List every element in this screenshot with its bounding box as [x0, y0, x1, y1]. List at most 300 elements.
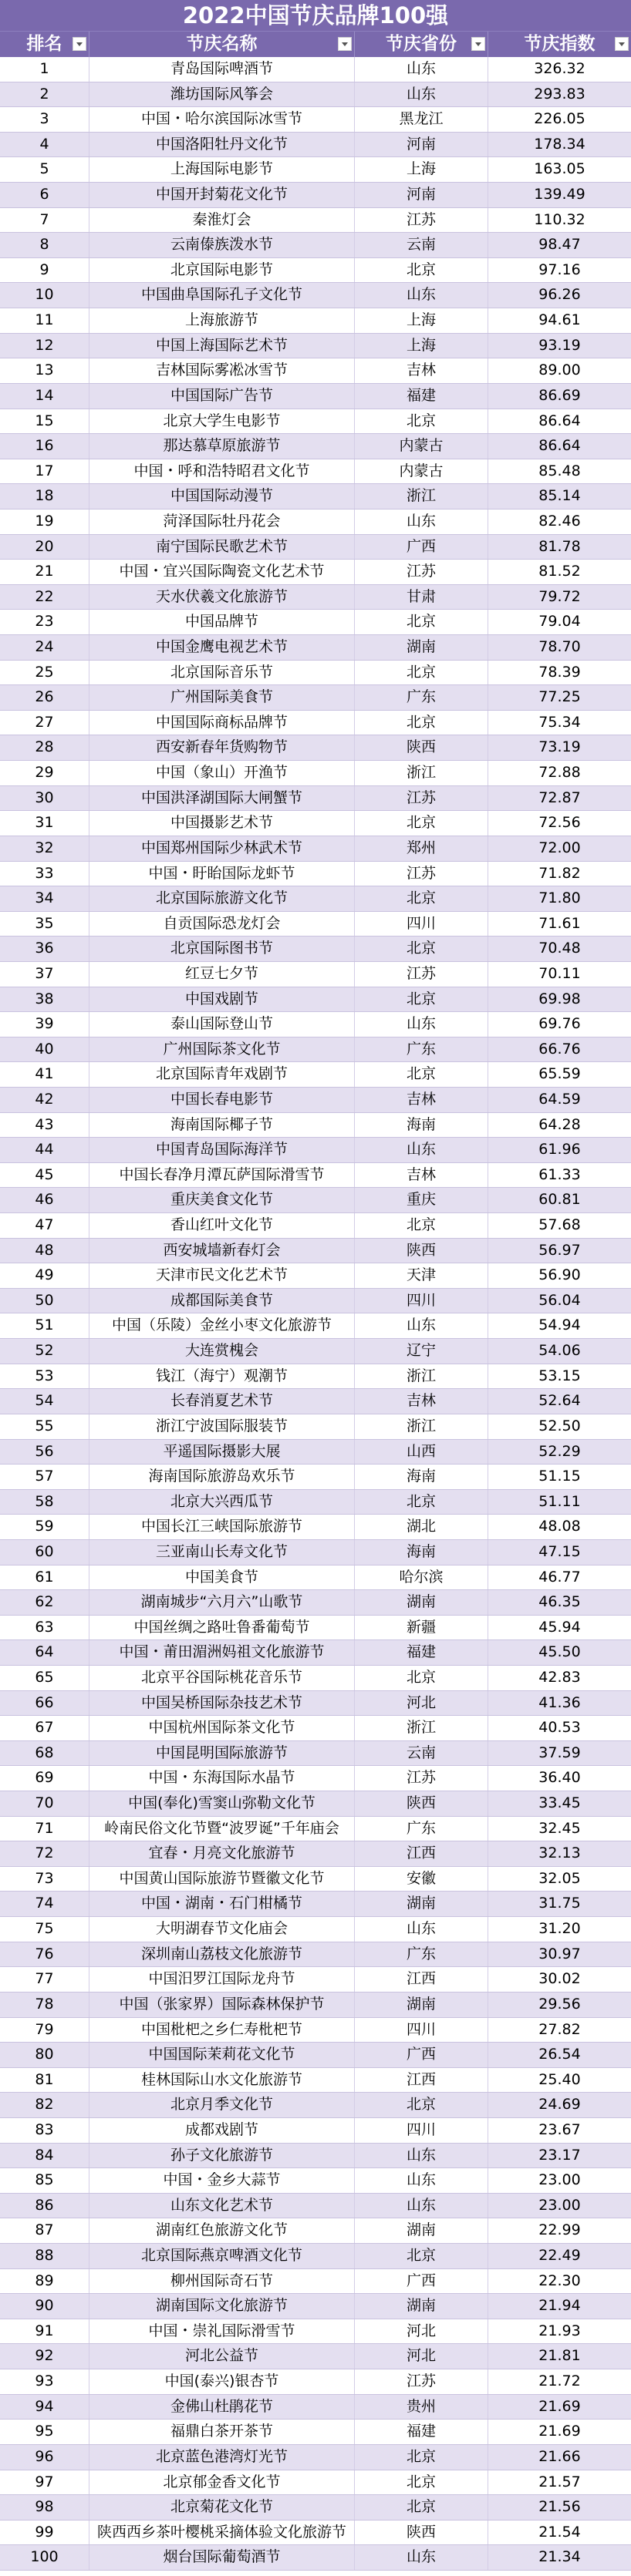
rank-cell: 66 [0, 1691, 89, 1716]
province-cell: 黑龙江 [355, 107, 488, 132]
festival-name-cell: 中国・东海国际水晶节 [89, 1766, 355, 1791]
festival-name-cell: 大明湖春节文化庙会 [89, 1917, 355, 1942]
rank-cell: 24 [0, 635, 89, 660]
table-row [0, 1841, 631, 1867]
table-row [0, 1113, 631, 1138]
province-cell: 北京 [355, 2470, 488, 2495]
table-row [0, 786, 631, 812]
province-cell: 上海 [355, 308, 488, 333]
province-cell: 浙江 [355, 1364, 488, 1389]
festival-name-cell: 南宁国际民歌艺术节 [89, 535, 355, 560]
table-row [0, 2168, 631, 2194]
rank-cell: 69 [0, 1766, 89, 1791]
festival-name-cell: 岭南民俗文化节暨“波罗诞”千年庙会 [89, 1817, 355, 1841]
province-cell: 江西 [355, 1841, 488, 1866]
rank-cell: 21 [0, 560, 89, 584]
index-cell: 23.17 [538, 2146, 581, 2164]
rank-cell: 26 [0, 685, 89, 710]
province-cell: 广东 [355, 1817, 488, 1841]
province-cell: 山东 [355, 509, 488, 534]
festival-name-cell: 深圳南山荔枝文化旅游节 [89, 1942, 355, 1967]
index-cell: 22.99 [538, 2221, 581, 2239]
rank-cell: 53 [0, 1364, 89, 1389]
table-row [0, 2420, 631, 2445]
festival-name-cell: 中国郑州国际少林武术节 [89, 836, 355, 861]
table-row [0, 1062, 631, 1088]
table-row [0, 1616, 631, 1641]
index-cell: 42.83 [538, 1669, 581, 1686]
filter-dropdown-icon[interactable] [615, 37, 629, 51]
festival-name-cell: 福鼎白茶开茶节 [89, 2420, 355, 2444]
index-cell: 30.02 [538, 1970, 581, 1988]
province-cell: 湖南 [355, 1993, 488, 2017]
table-row [0, 1716, 631, 1741]
index-cell: 52.64 [538, 1392, 581, 1410]
sheet-title: 2022中国节庆品牌100强 [0, 0, 631, 32]
rank-cell: 50 [0, 1289, 89, 1313]
rank-cell: 98 [0, 2495, 89, 2520]
index-cell: 21.57 [538, 2473, 581, 2490]
festival-name-cell: 金佛山杜鹃花节 [89, 2395, 355, 2420]
province-cell: 吉林 [355, 358, 488, 383]
festival-name-cell: 广州国际美食节 [89, 685, 355, 710]
index-cell: 72.00 [538, 839, 581, 856]
festival-name-cell: 中国国际广告节 [89, 384, 355, 409]
rank-cell: 56 [0, 1440, 89, 1465]
rank-cell: 78 [0, 1993, 89, 2017]
table-row [0, 1364, 631, 1390]
header-rank-label: 排名 [26, 34, 62, 54]
province-cell: 海南 [355, 1465, 488, 1489]
rank-cell: 90 [0, 2294, 89, 2319]
table-row [0, 57, 631, 82]
rank-cell: 89 [0, 2269, 89, 2294]
index-cell: 79.72 [538, 587, 581, 605]
rank-cell: 80 [0, 2043, 89, 2067]
province-cell: 四川 [355, 2118, 488, 2143]
festival-name-cell: 中国金鹰电视艺术节 [89, 635, 355, 660]
province-cell: 北京 [355, 1213, 488, 1238]
rank-cell: 63 [0, 1616, 89, 1640]
table-row [0, 1766, 631, 1791]
province-cell: 江苏 [355, 2369, 488, 2394]
rank-cell: 51 [0, 1313, 89, 1338]
table-row [0, 1942, 631, 1968]
table-row [0, 1213, 631, 1239]
rank-cell: 85 [0, 2168, 89, 2193]
index-cell: 85.14 [538, 487, 581, 505]
festival-name-cell: 中国美食节 [89, 1565, 355, 1590]
rank-cell: 88 [0, 2244, 89, 2268]
festival-name-cell: 广州国际茶文化节 [89, 1037, 355, 1062]
rank-cell: 20 [0, 535, 89, 560]
rank-cell: 71 [0, 1817, 89, 1841]
index-cell: 52.50 [538, 1417, 581, 1434]
table-row [0, 1414, 631, 1440]
filter-dropdown-icon[interactable] [471, 37, 485, 51]
index-cell: 21.69 [538, 2397, 581, 2415]
festival-name-cell: 云南傣族泼水节 [89, 233, 355, 257]
rank-cell: 52 [0, 1339, 89, 1364]
rank-cell: 77 [0, 1967, 89, 1992]
index-cell: 78.39 [538, 663, 581, 681]
province-cell: 四川 [355, 1289, 488, 1313]
index-cell: 57.68 [538, 1216, 581, 1234]
table-row [0, 1012, 631, 1037]
festival-name-cell: 中国・哈尔滨国际冰雪节 [89, 107, 355, 132]
rank-cell: 2 [0, 82, 89, 107]
table-row [0, 1540, 631, 1565]
header-festival-name-label: 节庆名称 [186, 34, 258, 54]
province-cell: 河北 [355, 2319, 488, 2344]
rank-cell: 61 [0, 1565, 89, 1590]
province-cell: 江苏 [355, 560, 488, 584]
rank-cell: 86 [0, 2194, 89, 2218]
festival-name-cell: 平遥国际摄影大展 [89, 1440, 355, 1465]
table-row [0, 208, 631, 234]
table-row [0, 2093, 631, 2118]
rank-cell: 40 [0, 1037, 89, 1062]
festival-name-cell: 长春消夏艺术节 [89, 1389, 355, 1414]
table-row [0, 334, 631, 359]
province-cell: 贵州 [355, 2395, 488, 2420]
festival-name-cell: 中国（张家界）国际森林保护节 [89, 1993, 355, 2017]
table-row [0, 1088, 631, 1113]
rank-cell: 30 [0, 786, 89, 811]
festival-name-cell: 中国・金乡大蒜节 [89, 2168, 355, 2193]
table-row [0, 1490, 631, 1515]
province-cell: 广西 [355, 2043, 488, 2067]
filter-dropdown-icon[interactable] [73, 37, 86, 51]
festival-name-cell: 山东文化艺术节 [89, 2194, 355, 2218]
table-row [0, 685, 631, 711]
festival-name-cell: 上海旅游节 [89, 308, 355, 333]
table-row [0, 1440, 631, 1465]
province-cell: 海南 [355, 1113, 488, 1138]
table-row [0, 2495, 631, 2521]
header-rank [0, 32, 89, 57]
index-cell: 89.00 [538, 362, 581, 379]
table-row [0, 434, 631, 459]
rank-cell: 9 [0, 258, 89, 283]
table-row [0, 1239, 631, 1264]
festival-name-cell: 中国摄影艺术节 [89, 811, 355, 836]
festival-name-cell: 北京蓝色港湾灯光节 [89, 2445, 355, 2470]
index-cell: 21.69 [538, 2423, 581, 2440]
index-cell: 85.48 [538, 462, 581, 479]
rank-cell: 7 [0, 208, 89, 233]
table-row [0, 2369, 631, 2395]
index-cell: 32.05 [538, 1869, 581, 1887]
table-row [0, 1640, 631, 1666]
rank-cell: 17 [0, 459, 89, 484]
rank-cell: 64 [0, 1640, 89, 1665]
province-cell: 北京 [355, 2445, 488, 2470]
table-row [0, 409, 631, 435]
festival-name-cell: 北京国际青年戏剧节 [89, 1062, 355, 1087]
table-row [0, 107, 631, 133]
rank-cell: 57 [0, 1465, 89, 1489]
index-cell: 178.34 [534, 135, 585, 153]
table-row [0, 761, 631, 786]
filter-dropdown-icon[interactable] [338, 37, 352, 51]
festival-name-cell: 钱江（海宁）观潮节 [89, 1364, 355, 1389]
index-cell: 23.00 [538, 2196, 581, 2214]
festival-name-cell: 中国・崇礼国际滑雪节 [89, 2319, 355, 2344]
index-cell: 47.15 [538, 1542, 581, 1560]
index-cell: 21.56 [538, 2498, 581, 2516]
rank-cell: 70 [0, 1791, 89, 1816]
festival-name-cell: 中国开封菊花文化节 [89, 183, 355, 207]
index-cell: 93.19 [538, 336, 581, 354]
province-cell: 江苏 [355, 1766, 488, 1791]
rank-cell: 91 [0, 2319, 89, 2344]
rank-cell: 23 [0, 610, 89, 634]
table-row [0, 1691, 631, 1717]
index-cell: 56.97 [538, 1241, 581, 1259]
rank-cell: 34 [0, 886, 89, 911]
festival-name-cell: 菏泽国际牡丹花会 [89, 509, 355, 534]
festival-name-cell: 大连赏槐会 [89, 1339, 355, 1364]
province-cell: 山东 [355, 1313, 488, 1338]
province-cell: 山东 [355, 2168, 488, 2193]
index-cell: 81.52 [538, 563, 581, 580]
index-cell: 163.05 [534, 160, 585, 178]
index-cell: 37.59 [538, 1744, 581, 1761]
festival-name-cell: 中国・宜兴国际陶瓷文化艺术节 [89, 560, 355, 584]
festival-name-cell: 天津市民文化艺术节 [89, 1263, 355, 1288]
rank-cell: 35 [0, 912, 89, 937]
festival-name-cell: 自贡国际恐龙灯会 [89, 912, 355, 937]
index-cell: 64.28 [538, 1115, 581, 1133]
table-row [0, 2395, 631, 2420]
province-cell: 内蒙古 [355, 434, 488, 459]
index-cell: 98.47 [538, 236, 581, 254]
table-row [0, 1313, 631, 1339]
index-cell: 26.54 [538, 2046, 581, 2063]
rank-cell: 83 [0, 2118, 89, 2143]
index-cell: 33.45 [538, 1794, 581, 1812]
province-cell: 湖南 [355, 1590, 488, 1615]
festival-name-cell: 北京大学生电影节 [89, 409, 355, 434]
province-cell: 辽宁 [355, 1339, 488, 1364]
festival-name-cell: 海南国际旅游岛欢乐节 [89, 1465, 355, 1489]
province-cell: 吉林 [355, 1389, 488, 1414]
rank-cell: 100 [0, 2545, 89, 2570]
festival-name-cell: 中国吴桥国际杂技艺术节 [89, 1691, 355, 1716]
rank-cell: 32 [0, 836, 89, 861]
index-cell: 29.56 [538, 1995, 581, 2013]
rank-cell: 8 [0, 233, 89, 257]
table-row [0, 1465, 631, 1490]
table-row [0, 535, 631, 560]
festival-name-cell: 青岛国际啤酒节 [89, 57, 355, 82]
province-cell: 北京 [355, 2093, 488, 2117]
province-cell: 上海 [355, 334, 488, 358]
table-row [0, 1892, 631, 1917]
festival-name-cell: 成都国际美食节 [89, 1289, 355, 1313]
index-cell: 70.11 [538, 964, 581, 982]
table-row [0, 2319, 631, 2345]
table-row [0, 912, 631, 937]
index-cell: 21.34 [538, 2548, 581, 2566]
festival-name-cell: 上海国际电影节 [89, 157, 355, 182]
table-row [0, 987, 631, 1013]
index-cell: 53.15 [538, 1367, 581, 1384]
province-cell: 北京 [355, 987, 488, 1012]
festival-name-cell: 北京月季文化节 [89, 2093, 355, 2117]
festival-name-cell: 柳州国际奇石节 [89, 2269, 355, 2294]
province-cell: 吉林 [355, 1088, 488, 1112]
index-cell: 21.72 [538, 2373, 581, 2390]
rank-cell: 28 [0, 735, 89, 760]
festival-name-cell: 桂林国际山水文化旅游节 [89, 2068, 355, 2093]
festival-name-cell: 浙江宁波国际服装节 [89, 1414, 355, 1439]
rank-cell: 87 [0, 2218, 89, 2243]
province-cell: 重庆 [355, 1188, 488, 1212]
index-cell: 61.33 [538, 1165, 581, 1183]
index-cell: 81.78 [538, 537, 581, 555]
index-cell: 31.75 [538, 1895, 581, 1912]
index-cell: 21.54 [538, 2523, 581, 2541]
rank-cell: 25 [0, 661, 89, 685]
province-cell: 四川 [355, 2018, 488, 2043]
index-cell: 56.04 [538, 1291, 581, 1309]
header-row [0, 32, 631, 57]
festival-name-cell: 中国国际动漫节 [89, 484, 355, 509]
province-cell: 浙江 [355, 1414, 488, 1439]
festival-name-cell: 北京国际音乐节 [89, 661, 355, 685]
rank-cell: 54 [0, 1389, 89, 1414]
rank-cell: 39 [0, 1012, 89, 1037]
province-cell: 浙江 [355, 1716, 488, 1740]
festival-name-cell: 泰山国际登山节 [89, 1012, 355, 1037]
province-cell: 北京 [355, 2495, 488, 2520]
rank-cell: 10 [0, 283, 89, 308]
table-row [0, 1817, 631, 1842]
festival-name-cell: 那达慕草原旅游节 [89, 434, 355, 459]
festival-name-cell: 中国(泰兴)银杏节 [89, 2369, 355, 2394]
festival-name-cell: 中国昆明国际旅游节 [89, 1741, 355, 1766]
province-cell: 北京 [355, 1062, 488, 1087]
index-cell: 23.67 [538, 2120, 581, 2138]
province-cell: 北京 [355, 811, 488, 836]
festival-name-cell: 中国汨罗江国际龙舟节 [89, 1967, 355, 1992]
province-cell: 山东 [355, 2144, 488, 2168]
festival-name-cell: 北京郁金香文化节 [89, 2470, 355, 2495]
festival-name-cell: 北京国际旅游文化节 [89, 886, 355, 911]
province-cell: 山东 [355, 283, 488, 308]
festival-name-cell: 孙子文化旅游节 [89, 2144, 355, 2168]
table-row [0, 1289, 631, 1314]
province-cell: 湖南 [355, 2218, 488, 2243]
province-cell: 江苏 [355, 208, 488, 233]
index-cell: 41.36 [538, 1693, 581, 1711]
table-row [0, 2244, 631, 2269]
province-cell: 陕西 [355, 735, 488, 760]
province-cell: 四川 [355, 912, 488, 937]
province-cell: 广东 [355, 685, 488, 710]
index-cell: 31.20 [538, 1920, 581, 1938]
table-row [0, 1867, 631, 1892]
province-cell: 北京 [355, 886, 488, 911]
index-cell: 21.81 [538, 2347, 581, 2365]
index-cell: 46.35 [538, 1593, 581, 1611]
table-row [0, 560, 631, 585]
rank-cell: 94 [0, 2395, 89, 2420]
table-row [0, 1590, 631, 1616]
festival-name-cell: 中国长春电影节 [89, 1088, 355, 1112]
header-province [355, 32, 488, 57]
rank-cell: 37 [0, 962, 89, 987]
rank-cell: 72 [0, 1841, 89, 1866]
index-cell: 46.77 [538, 1568, 581, 1586]
index-cell: 60.81 [538, 1191, 581, 1209]
index-cell: 86.64 [538, 437, 581, 455]
table-body [0, 57, 631, 2571]
festival-name-cell: 中国洪泽湖国际大闸蟹节 [89, 786, 355, 811]
rank-cell: 65 [0, 1666, 89, 1690]
index-cell: 21.93 [538, 2322, 581, 2339]
province-cell: 陕西 [355, 1791, 488, 1816]
festival-name-cell: 河北公益节 [89, 2344, 355, 2369]
province-cell: 甘肃 [355, 585, 488, 610]
rank-cell: 16 [0, 434, 89, 459]
rank-cell: 79 [0, 2018, 89, 2043]
table-row [0, 1389, 631, 1414]
table-row [0, 2445, 631, 2470]
table-row [0, 2521, 631, 2546]
rank-cell: 74 [0, 1892, 89, 1916]
festival-name-cell: 中国杭州国际茶文化节 [89, 1716, 355, 1740]
index-cell: 21.66 [538, 2447, 581, 2465]
province-cell: 湖南 [355, 2294, 488, 2319]
index-cell: 139.49 [534, 186, 585, 203]
festival-name-cell: 北京大兴西瓜节 [89, 1490, 355, 1515]
index-cell: 82.46 [538, 512, 581, 530]
province-cell: 北京 [355, 711, 488, 735]
table-row [0, 862, 631, 887]
index-cell: 23.00 [538, 2171, 581, 2189]
table-row [0, 1163, 631, 1189]
rank-cell: 95 [0, 2420, 89, 2444]
festival-name-cell: 北京国际图书节 [89, 937, 355, 961]
rank-cell: 73 [0, 1867, 89, 1892]
province-cell: 北京 [355, 258, 488, 283]
index-cell: 54.94 [538, 1317, 581, 1334]
festival-name-cell: 中国长春净月潭瓦萨国际滑雪节 [89, 1163, 355, 1188]
table-row [0, 1188, 631, 1213]
index-cell: 72.88 [538, 764, 581, 782]
index-cell: 21.94 [538, 2297, 581, 2315]
table-row [0, 1741, 631, 1767]
rank-cell: 47 [0, 1213, 89, 1238]
table-row [0, 937, 631, 962]
index-cell: 86.64 [538, 412, 581, 429]
table-row [0, 308, 631, 334]
festival-name-cell: 重庆美食文化节 [89, 1188, 355, 1212]
rank-cell: 96 [0, 2445, 89, 2470]
table-row [0, 1917, 631, 1942]
festival-name-cell: 中国・湖南・石门柑橘节 [89, 1892, 355, 1916]
province-cell: 山东 [355, 2194, 488, 2218]
festival-name-cell: 中国黄山国际旅游节暨徽文化节 [89, 1867, 355, 1892]
province-cell: 北京 [355, 610, 488, 634]
rank-cell: 62 [0, 1590, 89, 1615]
table-row [0, 2144, 631, 2169]
rank-cell: 18 [0, 484, 89, 509]
header-index-label: 节庆指数 [524, 34, 596, 54]
